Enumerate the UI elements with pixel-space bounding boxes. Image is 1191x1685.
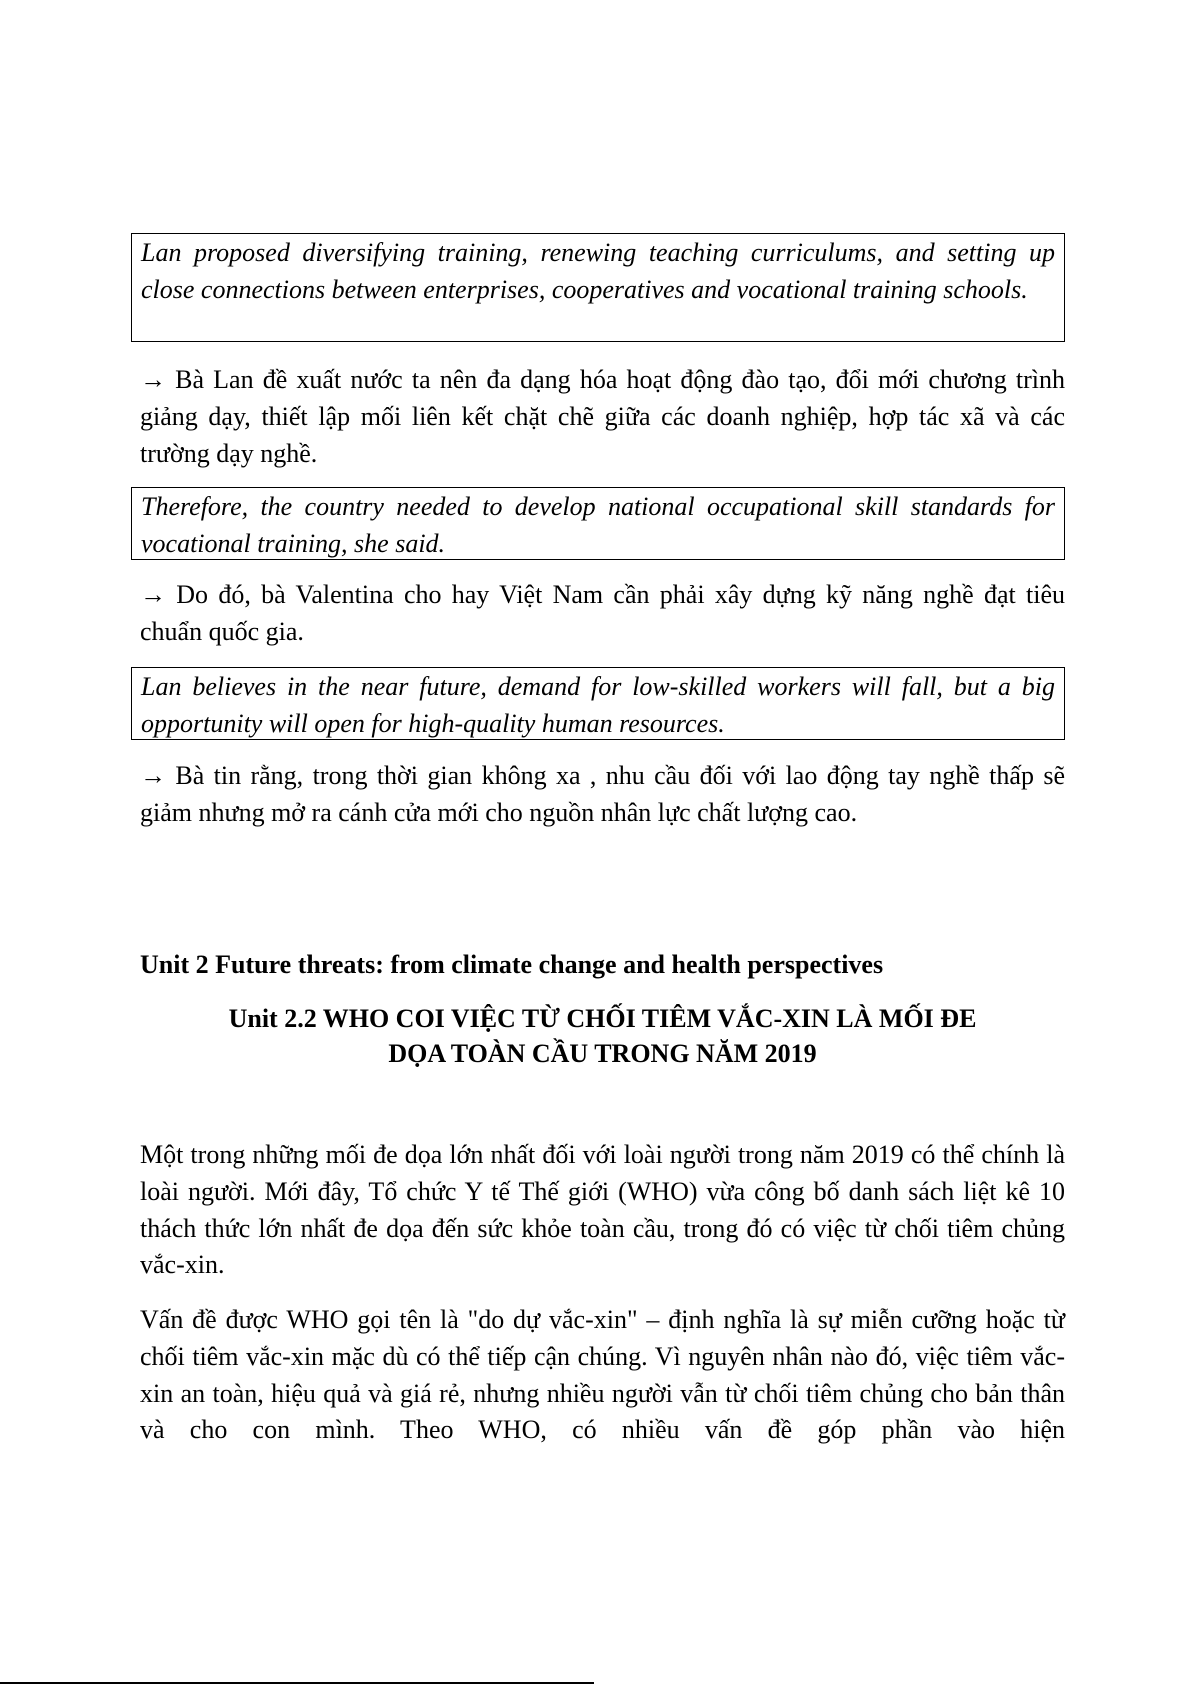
english-quote-box-3: Lan believes in the near future, demand for low-skilled workers will fall, but a big opportunity will open for high-quality human resources. [131, 667, 1065, 740]
translation-paragraph-2: → Do đó, bà Valentina cho hay Việt Nam cần phải xây dựng kỹ năng nghề đạt tiêu chuẩn quốc gia. [140, 580, 1065, 646]
english-quote-box-2: Therefore, the country needed to develop national occupational skill standards for vocational training, she said. [131, 487, 1065, 560]
unit-heading: Unit 2 Future threats: from climate change and health perspectives [140, 950, 884, 979]
translation-paragraph-3: → Bà tin rằng, trong thời gian không xa , nhu cầu đối với lao động tay nghề thấp sẽ giảm nhưng mở ra cánh cửa mới cho nguồn nhân lực chất lượng cao. [140, 761, 1065, 827]
translation-paragraph-1: → Bà Lan đề xuất nước ta nên đa dạng hóa hoạt động đào tạo, đổi mới chương trình giảng dạy, thiết lập mối liên kết chặt chẽ giữa các doanh nghiệp, hợp tác xã và các trường dạy nghề. [140, 365, 1065, 468]
body-paragraph-1: Một trong những mối đe dọa lớn nhất đối với loài người trong năm 2019 có thể chính là loài người. Mới đây, Tổ chức Y tế Thế giới (WHO) vừa công bố danh sách liệt kê 10 thách thức lớn nhất đe dọa đến sức khỏe toàn cầu, trong đó có việc từ chối tiêm chủng vắc-xin. [140, 1140, 1065, 1280]
article-title: Unit 2.2 WHO COI VIỆC TỪ CHỐI TIÊM VẮC-XIN LÀ MỐI ĐE DỌA TOÀN CẦU TRONG NĂM 2019 [228, 1004, 977, 1068]
english-quote-box-1: Lan proposed diversifying training, renewing teaching curriculums, and setting up close connections between enterprises, cooperatives and vocational training schools. [131, 233, 1065, 342]
footnote-separator [0, 1682, 594, 1684]
body-paragraph-2: Vấn đề được WHO gọi tên là "do dự vắc-xin" – định nghĩa là sự miễn cưỡng hoặc từ chối tiêm vắc-xin mặc dù có thể tiếp cận chúng. Vì nguyên nhân nào đó, việc tiêm vắc-xin an toàn, hiệu quả và giá rẻ, nhưng nhiều người vẫn từ chối tiêm chủng cho bản thân và cho con mình. Theo WHO, có nhiều vấn đề góp phần vào hiện [140, 1305, 1065, 1445]
